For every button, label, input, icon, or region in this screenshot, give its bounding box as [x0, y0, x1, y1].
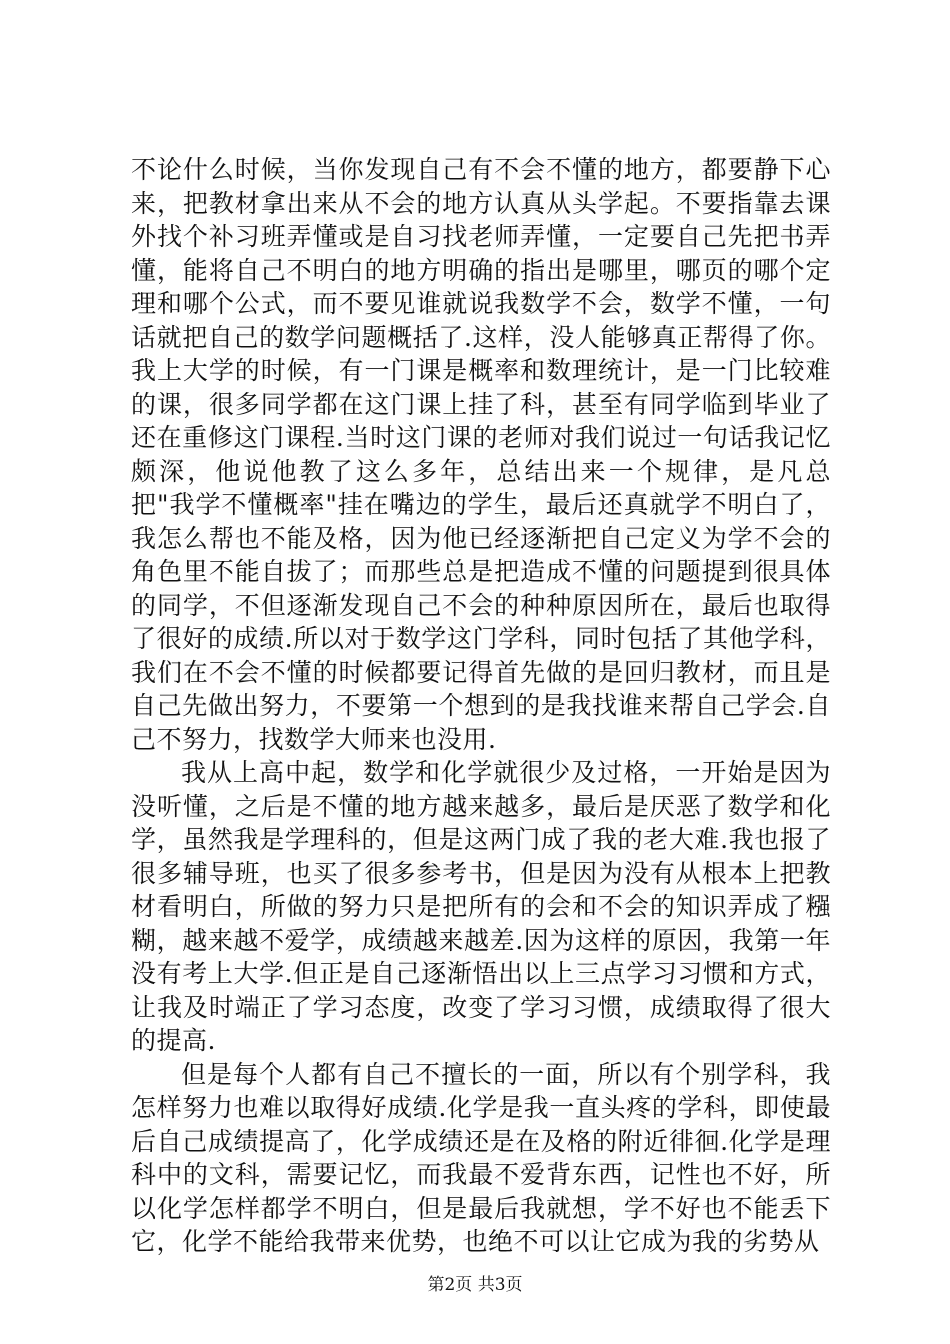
paragraph: 我从上高中起，数学和化学就很少及过格，一开始是因为没听懂，之后是不懂的地方越来越多，最后是厌恶了数学和化学，虽然我是学理科的，但是这两门成了我的老大难.我也报了很多辅导班，也买了很多参考书，但是因为没有从根本上把教材看明白，所做的努力只是把所有的会和不会的知识弄成了糨糊，越来越不爱学，成绩越来越差.因为这样的原因，我第一年没有考上大学.但正是自己逐渐悟出以上三点学习习惯和方式，让我及时端正了学习态度，改变了学习习惯，成绩取得了很大的提高.: [131, 758, 831, 1055]
body-text: [131, 153, 831, 1259]
paragraph: 但是每个人都有自己不擅长的一面，所以有个别学科，我怎样努力也难以取得好成绩.化学是我一直头疼的学科，即使最后自己成绩提高了，化学成绩还是在及格的附近徘徊.化学是理科中的文科，需要记忆，而我最不爱背东西，记性也不好，所以化学怎样都学不明白，但是最后我就想，学不好也不能丢下它，化学不能给我带来优势，也绝不可以让它成为我的劣势从: [131, 1059, 831, 1256]
paragraph: 不论什么时候，当你发现自己有不会不懂的地方，都要静下心来，把教材拿出来从不会的地方认真从头学起。不要指靠去课外找个补习班弄懂或是自习找老师弄懂，一定要自己先把书弄懂，能将自己不明白的地方明确的指出是哪里，哪页的哪个定理和哪个公式，而不要见谁就说我数学不会，数学不懂，一句话就把自己的数学问题概括了.这样，没人能够真正帮得了你。我上大学的时候，有一门课是概率和数理统计，是一门比较难的课，很多同学都在这门课上挂了科，甚至有同学临到毕业了还在重修这门课程.当时这门课的老师对我们说过一句话我记忆颇深，他说他教了这么多年，总结出来一个规律，是凡总把"我学不懂概率"挂在嘴边的学生，最后还真就学不明白了，我怎么帮也不能及格，因为他已经逐渐把自己定义为学不会的角色里不能自拔了；而那些总是把造成不懂的问题提到很具体的同学，不但逐渐发现自己不会的种种原因所在，最后也取得了很好的成绩.所以对于数学这门学科，同时包括了其他学科，我们在不会不懂的时候都要记得首先做的是回归教材，而且是自己先做出努力，不要第一个想到的是我找谁来帮自己学会.自己不努力，找数学大师来也没用.: [131, 155, 831, 754]
page-number-footer: 第2页 共3页: [427, 1275, 523, 1295]
